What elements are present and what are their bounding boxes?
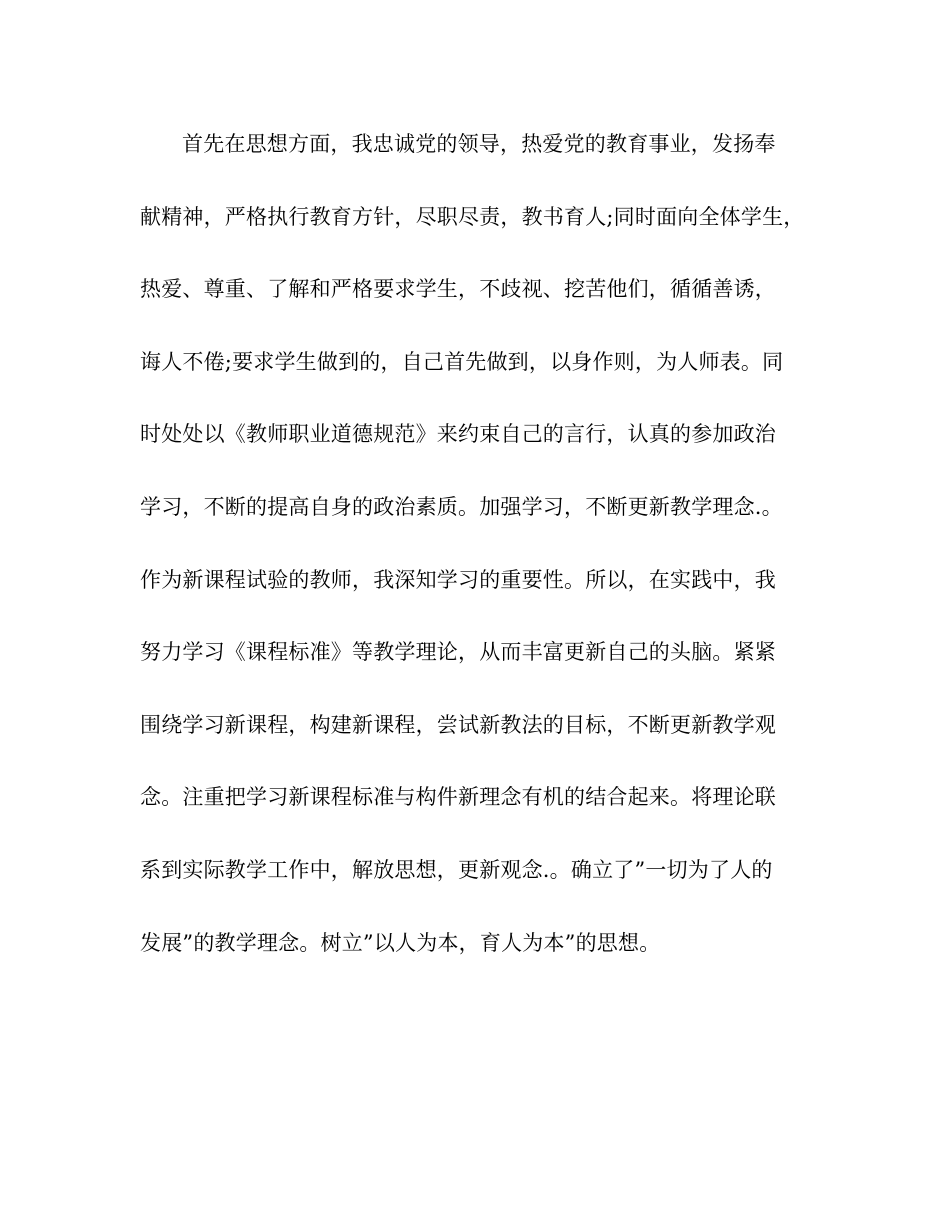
text-line: 围绕学习新课程，构建新课程，尝试新教法的目标，不断更新教学观 [140,712,776,737]
text-line: 热爱、尊重、了解和严格要求学生，不歧视、挖苦他们，循循善诱， [140,277,776,302]
text-line: 时处处以《教师职业道德规范》来约束自己的言行，认真的参加政治 [140,422,776,447]
text-line: 系到实际教学工作中，解放思想，更新观念.。确立了”一切为了人的 [140,857,773,882]
text-line: 献精神，严格执行教育方针，尽职尽责，教书育人;同时面向全体学生， [140,204,805,229]
body-paragraph [140,122,820,993]
text-line: 念。注重把学习新课程标准与构件新理念有机的结合起来。将理论联 [140,785,776,810]
text-line: 发展”的教学理念。树立”以人为本，育人为本”的思想。 [140,930,661,955]
text-line: 学习，不断的提高自身的政治素质。加强学习，不断更新教学理念.。 [140,494,783,519]
text-line: 首先在思想方面，我忠诚党的领导，热爱党的教育事业，发扬奉 [182,132,776,156]
text-line: 诲人不倦;要求学生做到的，自己首先做到，以身作则，为人师表。同 [140,349,784,374]
text-line: 作为新课程试验的教师，我深知学习的重要性。所以，在实践中，我 [140,567,776,592]
text-line: 努力学习《课程标准》等教学理论，从而丰富更新自己的头脑。紧紧 [140,640,776,665]
